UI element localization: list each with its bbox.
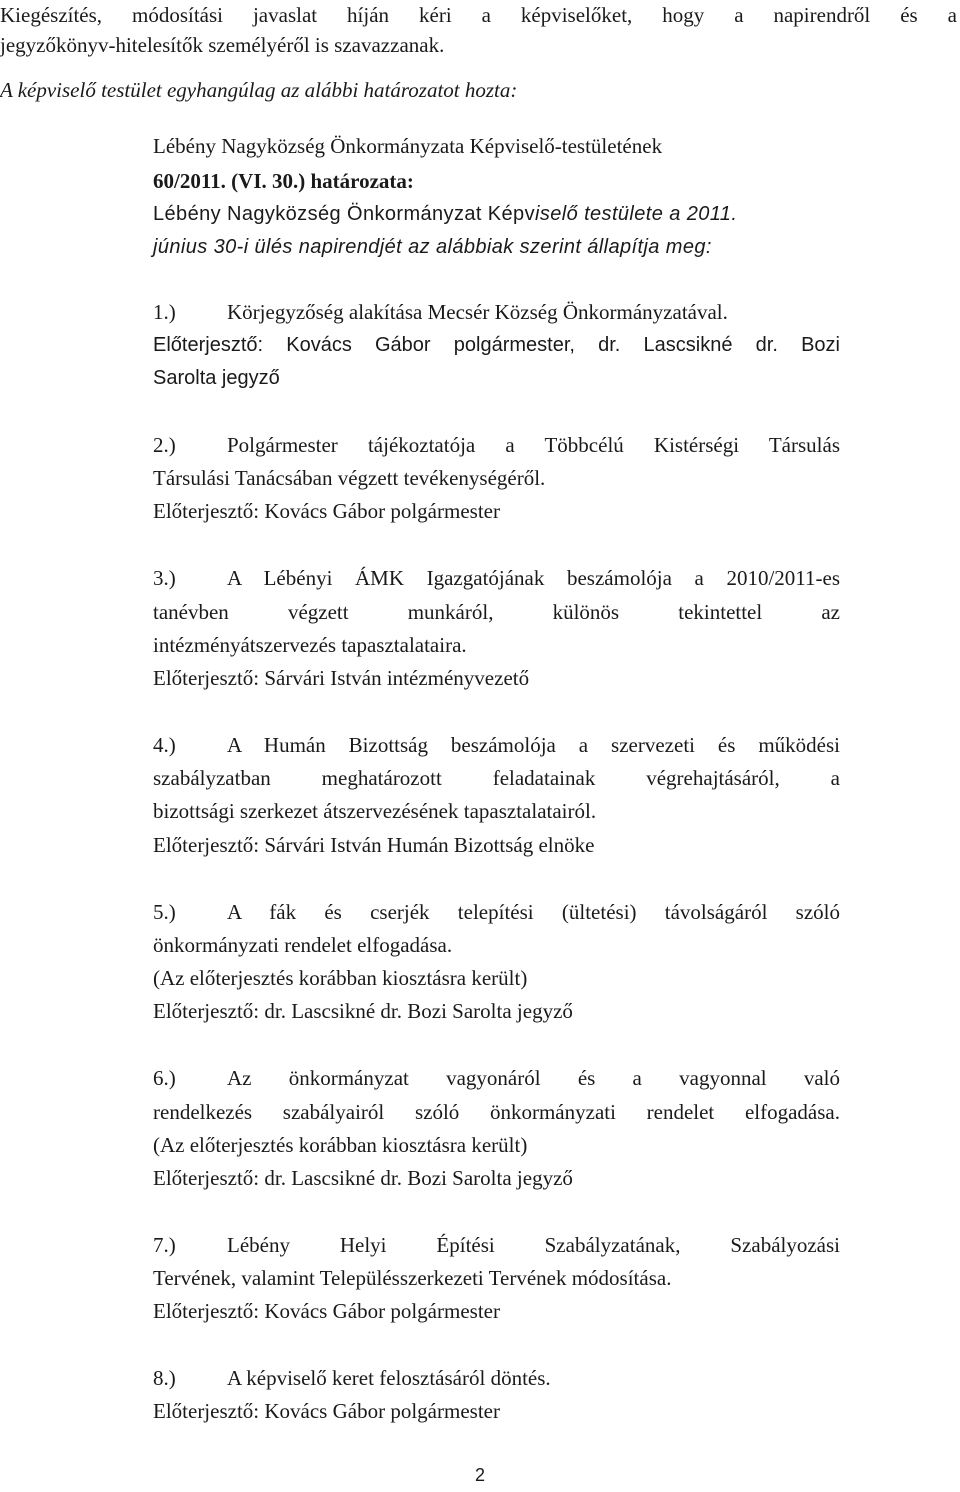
page-number: 2 [474,1465,485,1485]
agenda-item-4-presenter: Előterjesztő: Sárvári István Humán Bizottság elnöke [153,833,595,857]
resolution-text-1a: Lébény Nagyközség Önkormányzat Képv [153,203,535,225]
agenda-item-2-line-2: Társulási Tanácsában végzett tevékenységéről. [153,466,546,490]
agenda-item-7-presenter: Előterjesztő: Kovács Gábor polgármester [153,1299,500,1323]
agenda-item-6-line-1 [153,1063,840,1093]
agenda-item-7-title-1: Lébény Helyi Építési Szabályzatának, Szabályozási [227,1233,840,1257]
agenda-item-6-number: 6.) [153,1066,176,1090]
resolution-text-2: június 30-i ülés napirendjét az alábbiak szerint állapítja meg: [153,236,712,258]
agenda-item-3-title-1: A Lébényi ÁMK Igazgatójának beszámolója a 2010/2011-es [227,566,840,590]
agenda-item-2-line-1 [153,430,840,460]
agenda-item-1-number: 1.) [153,300,176,324]
agenda-item-7-number: 7.) [153,1233,176,1257]
agenda-item-4-line-3: bizottsági szerkezet átszervezésének tapasztalatairól. [153,799,597,823]
agenda-item-1-title: Körjegyzőség alakítása Mecsér Község Önkormányzatával. [227,300,728,324]
intro-line-1: Kiegészítés, módosítási javaslat híján kéri a képviselőket, hogy a napirendről és a [0,3,957,27]
agenda-item-3-number: 3.) [153,566,176,590]
agenda-item-1-line-1 [153,297,728,327]
agenda-item-5-number: 5.) [153,900,176,924]
agenda-item-3-line-1 [153,563,840,593]
agenda-item-5-line-3: (Az előterjesztés korábban kiosztásra került) [153,966,528,990]
agenda-item-4-line-2: szabályzatban meghatározott feladatainak végrehajtásáról, a [153,766,840,790]
intro-line-2: jegyzőkönyv-hitelesítők személyéről is szavazzanak. [0,33,445,57]
resolution-number: 60/2011. (VI. 30.) határozata: [153,169,414,193]
agenda-item-1-presenter-2: Sarolta jegyző [153,367,280,389]
intro-line-3: A képviselő testület egyhangúlag az alábbi határozatot hozta: [0,78,518,102]
agenda-item-8-number: 8.) [153,1366,176,1390]
agenda-item-5-presenter: Előterjesztő: dr. Lascsikné dr. Bozi Sarolta jegyző [153,999,573,1023]
agenda-item-8-line-1 [153,1363,551,1393]
agenda-item-3-line-2: tanévben végzett munkáról, különös tekintettel az [153,600,840,624]
agenda-item-2-title-1: Polgármester tájékoztatója a Többcélú Kistérségi Társulás [227,433,840,457]
agenda-item-5-line-1 [153,897,840,927]
agenda-item-8-title: A képviselő keret felosztásáról döntés. [227,1366,551,1390]
agenda-item-4-number: 4.) [153,733,176,757]
agenda-item-6-line-2: rendelkezés szabályairól szóló önkormányzati rendelet elfogadása. [153,1100,840,1124]
agenda-item-2-number: 2.) [153,433,176,457]
agenda-item-6-title-1: Az önkormányzat vagyonáról és a vagyonnal való [227,1066,840,1090]
agenda-item-8-presenter: Előterjesztő: Kovács Gábor polgármester [153,1399,500,1423]
agenda-item-7-line-1 [153,1230,840,1260]
resolution-text-1b: iselő testülete a 2011. [534,203,738,225]
agenda-item-6-line-3: (Az előterjesztés korábban kiosztásra került) [153,1133,528,1157]
resolution-heading: Lébény Nagyközség Önkormányzata Képviselő-testületének [153,134,663,158]
resolution-text-1 [153,199,737,229]
agenda-item-6-presenter: Előterjesztő: dr. Lascsikné dr. Bozi Sarolta jegyző [153,1166,573,1190]
agenda-item-1-presenter-1: Előterjesztő: Kovács Gábor polgármester, dr. Lascsikné dr. Bozi [153,334,840,356]
agenda-item-5-title-1: A fák és cserjék telepítési (ültetési) távolságáról szóló [227,900,840,924]
agenda-item-2-presenter: Előterjesztő: Kovács Gábor polgármester [153,499,500,523]
agenda-item-4-line-1 [153,730,840,760]
agenda-item-3-presenter: Előterjesztő: Sárvári István intézményvezető [153,666,530,690]
agenda-item-5-line-2: önkormányzati rendelet elfogadása. [153,933,453,957]
agenda-item-4-title-1: A Humán Bizottság beszámolója a szervezeti és működési [227,733,840,757]
agenda-item-3-line-3: intézményátszervezés tapasztalataira. [153,633,467,657]
agenda-item-7-line-2: Tervének, valamint Településszerkezeti Tervének módosítása. [153,1266,672,1290]
